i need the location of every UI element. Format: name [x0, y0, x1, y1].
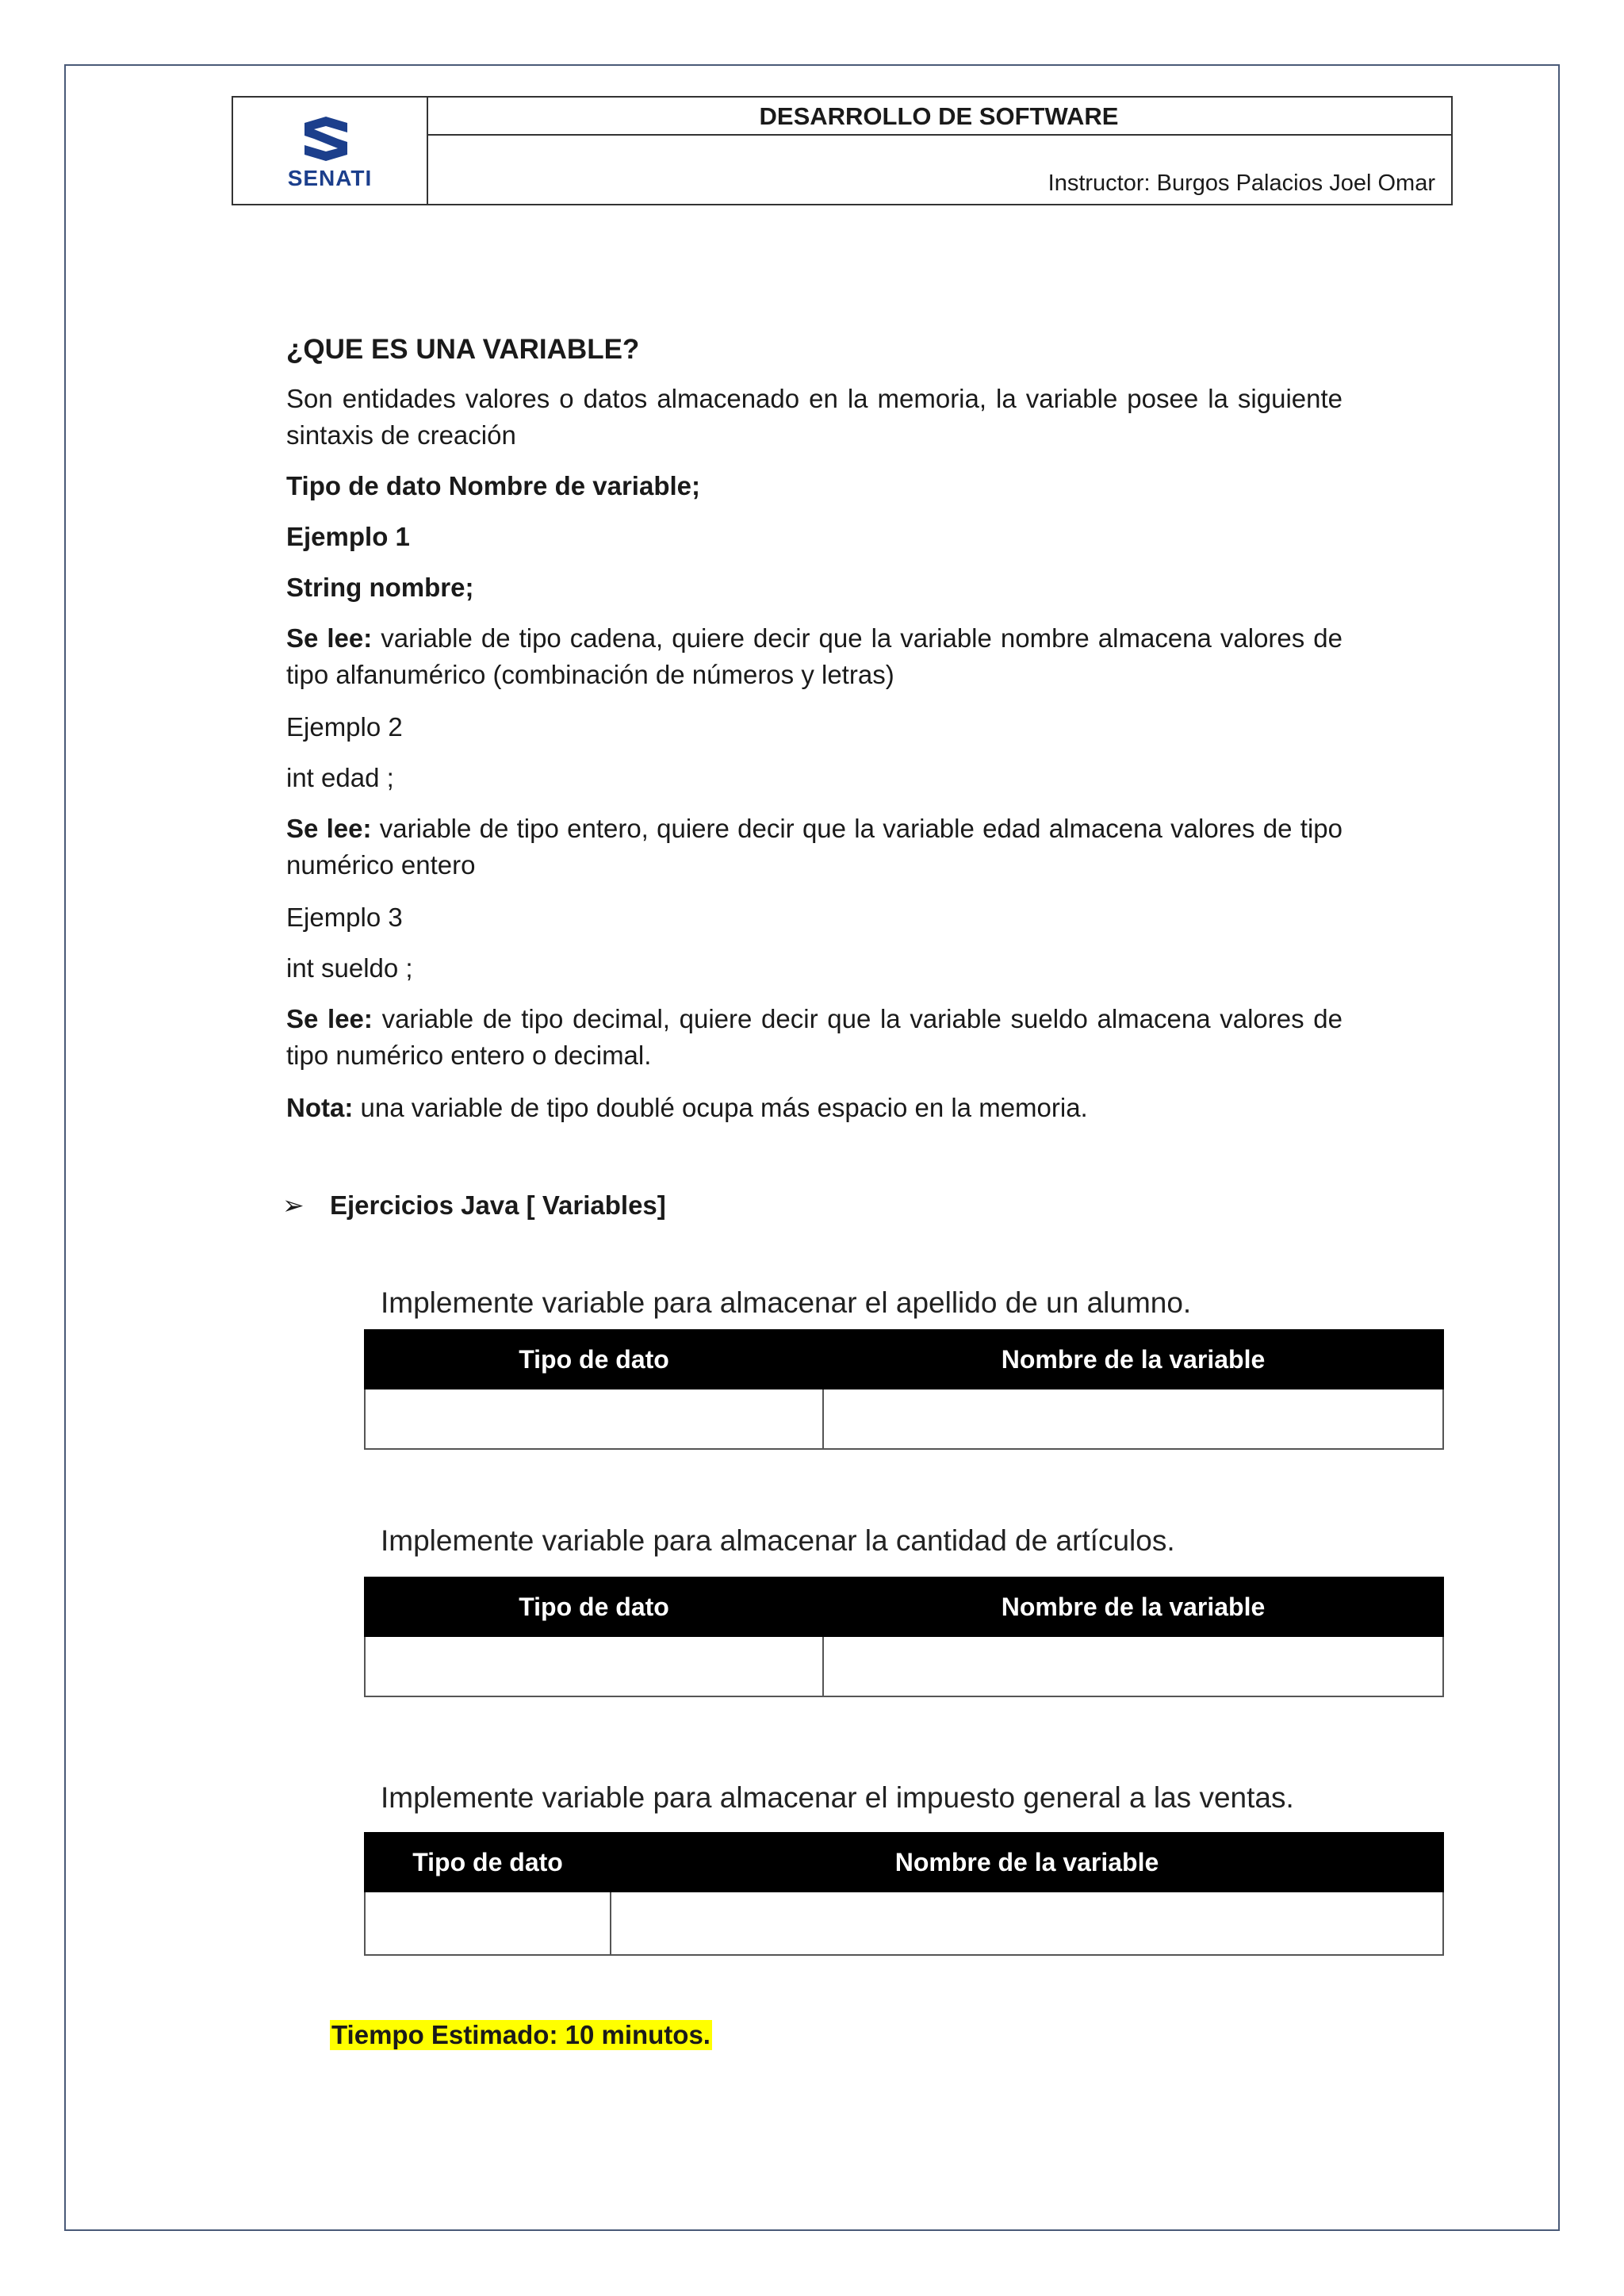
exercises-title-text: Ejercicios Java [ Variables]	[330, 1190, 666, 1220]
example-3-text: variable de tipo decimal, quiere decir que la variable sueldo almacena valores de tipo numérico entero o decimal.	[286, 1004, 1342, 1070]
name-answer-cell[interactable]	[823, 1636, 1443, 1696]
section-heading: ¿QUE ES UNA VARIABLE?	[286, 334, 640, 365]
logo-text: SENATI	[287, 166, 373, 190]
example-2-label: Ejemplo 2	[286, 712, 403, 742]
exercise-3-table	[364, 1832, 1444, 1956]
example-2-code: int edad ;	[286, 763, 394, 792]
exercise-1-table	[364, 1329, 1444, 1450]
note-text: una variable de tipo doublé ocupa más espacio en la memoria.	[353, 1093, 1088, 1122]
exercise-2-table	[364, 1577, 1444, 1697]
arrow-bullet-icon: ➢	[282, 1190, 304, 1220]
exercise-2-prompt: Implemente variable para almacenar la cantidad de artículos.	[381, 1524, 1175, 1557]
example-1-description	[286, 620, 1342, 693]
exercises-title	[282, 1190, 666, 1221]
type-answer-cell[interactable]	[365, 1892, 611, 1955]
column-header-name: Nombre de la variable	[823, 1330, 1443, 1389]
document-header	[232, 96, 1453, 205]
name-answer-cell[interactable]	[611, 1892, 1443, 1955]
syntax-line: Tipo de dato Nombre de variable;	[286, 471, 700, 500]
type-answer-cell[interactable]	[365, 1636, 823, 1696]
se-lee-label: Se lee:	[286, 623, 373, 653]
instructor-name: Instructor: Burgos Palacios Joel Omar	[1048, 171, 1435, 196]
example-1-label: Ejemplo 1	[286, 522, 410, 551]
logo-cell	[233, 98, 428, 204]
note-line	[286, 1090, 1342, 1126]
exercise-1-prompt: Implemente variable para almacenar el apellido de un alumno.	[381, 1286, 1192, 1319]
intro-paragraph: Son entidades valores o datos almacenado en la memoria, la variable posee la siguiente sintaxis de creación	[286, 384, 1342, 450]
exercise-3-prompt: Implemente variable para almacenar el impuesto general a las ventas.	[381, 1781, 1294, 1814]
course-title: DESARROLLO DE SOFTWARE	[759, 102, 1119, 130]
note-label: Nota:	[286, 1093, 354, 1122]
column-header-type: Tipo de dato	[365, 1577, 823, 1636]
column-header-name: Nombre de la variable	[611, 1833, 1443, 1892]
type-answer-cell[interactable]	[365, 1389, 823, 1449]
senati-logo-icon	[298, 115, 354, 163]
example-2-description	[286, 811, 1342, 884]
example-1-code: String nombre;	[286, 573, 474, 602]
column-header-type: Tipo de dato	[365, 1330, 823, 1389]
example-3-description	[286, 1001, 1342, 1074]
column-header-type: Tipo de dato	[365, 1833, 611, 1892]
se-lee-label: Se lee:	[286, 814, 372, 843]
estimated-time: Tiempo Estimado: 10 minutos.	[331, 2020, 710, 2049]
example-3-code: int sueldo ;	[286, 953, 413, 983]
example-1-text: variable de tipo cadena, quiere decir que la variable nombre almacena valores de tipo alfanumérico (combinación de números y letras)	[286, 623, 1342, 689]
header-title-row	[427, 98, 1451, 136]
se-lee-label: Se lee:	[286, 1004, 373, 1033]
example-3-label: Ejemplo 3	[286, 903, 403, 932]
name-answer-cell[interactable]	[823, 1389, 1443, 1449]
column-header-name: Nombre de la variable	[823, 1577, 1443, 1636]
example-2-text: variable de tipo entero, quiere decir que la variable edad almacena valores de tipo numérico entero	[286, 814, 1342, 880]
